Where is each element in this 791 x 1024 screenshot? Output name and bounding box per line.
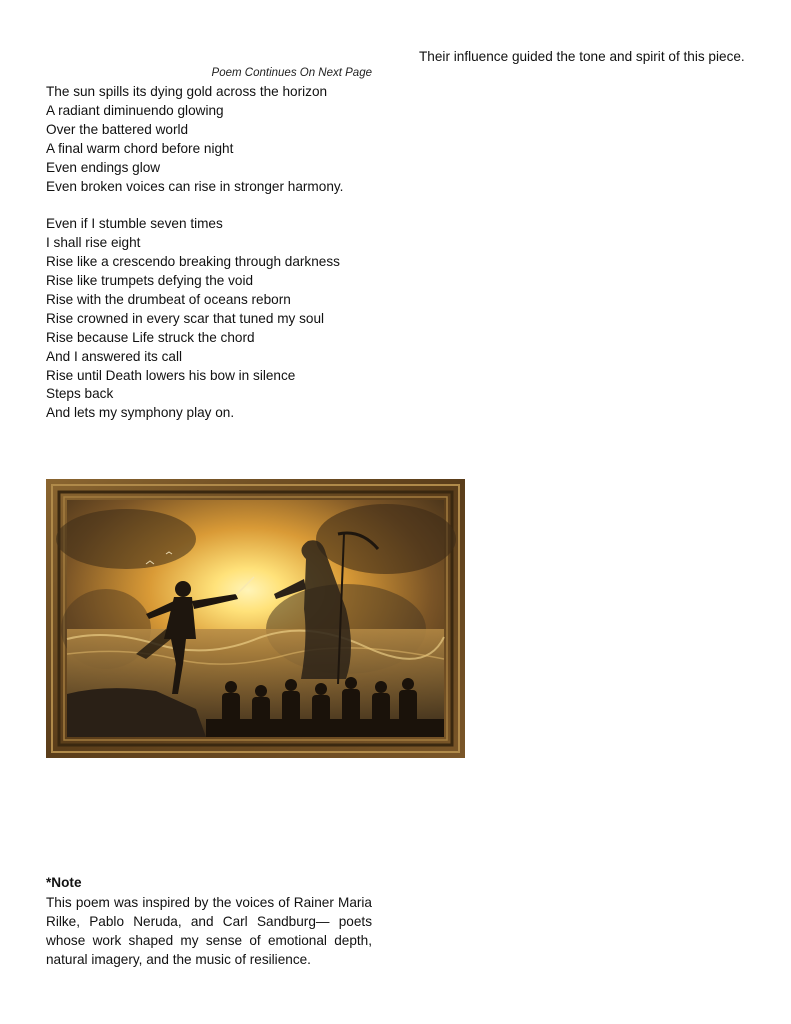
poem-line: I shall rise eight xyxy=(46,235,141,251)
poem-line: Even broken voices can rise in stronger harmony. xyxy=(46,178,344,194)
poem-line: Rise crowned in every scar that tuned my soul xyxy=(46,310,325,326)
framed-painting xyxy=(46,479,465,758)
painting-image xyxy=(46,479,465,758)
poem-line: Rise like a crescendo breaking through darkness xyxy=(46,254,340,270)
right-column-text: Their influence guided the tone and spirit of this piece. xyxy=(419,49,745,64)
stanza-2 xyxy=(46,215,372,423)
poem-line: Even if I stumble seven times xyxy=(46,216,223,232)
poem-line: Over the battered world xyxy=(46,121,189,137)
poem-line: Rise until Death lowers his bow in silence xyxy=(46,367,296,383)
poem-line: Rise because Life struck the chord xyxy=(46,329,255,345)
poem-column xyxy=(46,66,372,423)
author-note xyxy=(46,874,372,969)
poem-line: And lets my symphony play on. xyxy=(46,405,235,421)
poem-line: Even endings glow xyxy=(46,159,161,175)
poem-line: A final warm chord before night xyxy=(46,140,234,156)
note-title: *Note xyxy=(46,875,82,890)
poem-line: Rise with the drumbeat of oceans reborn xyxy=(46,291,291,307)
poem-line: A radiant diminuendo glowing xyxy=(46,102,224,118)
stanza-break xyxy=(46,196,372,215)
note-body: This poem was inspired by the voices of Rainer Maria Rilke, Pablo Neruda, and Carl Sandburg— poets whose work shaped my sense of emotional depth, natural imagery, and the music of resilience. xyxy=(46,894,372,967)
poem-line: Rise like trumpets defying the void xyxy=(46,273,254,289)
poem-line: The sun spills its dying gold across the horizon xyxy=(46,84,328,99)
poem-line: Steps back xyxy=(46,386,114,402)
right-column xyxy=(419,47,745,66)
poem-line: And I answered its call xyxy=(46,348,183,364)
continues-note: Poem Continues On Next Page xyxy=(211,67,372,79)
stanza-1 xyxy=(46,83,372,196)
